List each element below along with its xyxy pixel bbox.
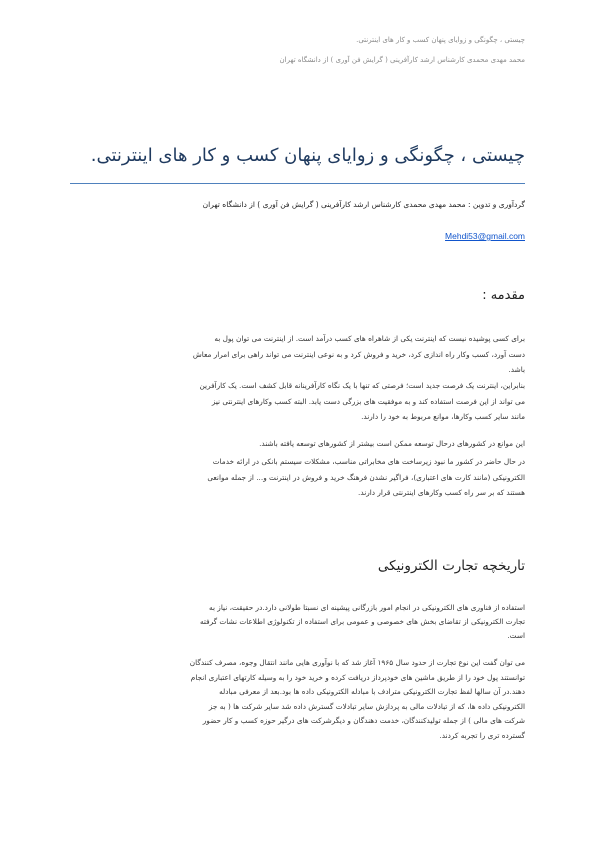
intro-paragraph-4 [70,454,525,501]
paragraph-line: این موانع در کشورهای درحال توسعه ممکن است بیشتر از کشورهای توسعه یافته باشند. [259,439,525,448]
history-paragraph-2 [70,656,525,743]
paragraph-line: دست آورد، کسب وکار راه اندازی کرد، خرید و فروش کرد و به نوعی اینترنت می تواند راهی برای امرار معاش [192,349,525,359]
page-header [70,36,525,65]
author-byline: گردآوری و تدوین : محمد مهدی محمدی کارشناس ارشد کارآفرینی ( گرایش فن آوری ) از دانشگاه تهران [202,200,525,209]
paragraph-line: است. [507,631,525,640]
paragraph-line: تجارت الکترونیکی از تقاضای بخش های خصوصی و عمومی برای استفاده از تکنولوژی اطلاعات نشات گرفته [199,617,525,626]
paragraph-line: شرکت های مالی ) از جمله تولیدکنندگان، خدمت دهندگان و دیگرشرکت های درگیر حوزه کسب و کار حضور [202,716,525,725]
paragraph-line: الکترونیکی (مانند کارت های اعتباری)، فراگیر نشدن فرهنگ خرید و فروش در اینترنت و... از جمله موانعی [207,472,525,482]
paragraph-line: مانند سایر کسب وکارها، موانع مربوط به خود را دارند. [361,412,525,421]
intro-paragraph-1 [70,331,525,378]
intro-heading: مقدمه : [482,288,525,303]
paragraph-line: دهند.در آن سالها لفظ تجارت الکترونیکی مترادف با مبادله الکترونیکی داده ها بود.بعد از معرفی مبادله [219,687,525,696]
paragraph-line: در حال حاضر در کشور ما نبود زیرساخت های مخابراتی مناسب، مشکلات سیستم بانکی در ارائه خدمات [212,457,525,466]
document-title: چیستی ، چگونگی و زوایای پنهان کسب و کار های اینترنتی. [90,145,525,166]
paragraph-line: می تواند از این فرصت استفاده کند و به موفقیت های بزرگی دست یابد. البته کسب وکارهای اینترنتی نیز [211,396,525,406]
paragraph-line: توانستند پول خود را از طریق ماشین های خودپرداز دریافت کرده و خرید خود را به وسیله کارتهای اعتباری انجام [190,672,525,682]
paragraph-line: گسترده تری را تجربه کردند. [439,730,525,740]
paragraph-line: استفاده از فناوری های الکترونیکی در انجام امور بازرگانی پیشینه ای نسبتا طولانی دارد.در حقیقت، نیاز به [209,603,525,612]
intro-paragraph-3 [70,436,525,452]
paragraph-line: برای کسی پوشیده نیست که اینترنت یکی از شاهراه های کسب درآمد است. از اینترنت می توان پول به [214,334,525,343]
header-title: چیستی ، چگونگی و زوایای پنهان کسب و کار های اینترنتی. [356,36,525,44]
title-underline [70,183,525,184]
paragraph-line: الکترونیکی داده ها، که از تبادلات مالی به پردازش سایر تبادلات گسترش داده شد سایر شرکت ها ( به جز [208,701,525,711]
history-paragraph-1 [70,601,525,643]
paragraph-line: باشد. [508,365,525,374]
author-email-link[interactable]: Mehdi53@gmail.com [445,231,525,241]
history-heading: تاریخچه تجارت الکترونیکی [377,558,525,574]
intro-paragraph-2 [70,378,525,425]
paragraph-line: می توان گفت این نوع تجارت از حدود سال ۱۹۶۵ آغاز شد که با نوآوری هایی مانند انتقال وجوه، مصرف کنندگان [189,658,525,667]
paragraph-line: بنابراین، اینترنت یک فرصت جدید است؛ فرصتی که تنها با یک نگاه کارآفرینانه قابل کشف است. یک کارآفرین [199,381,525,390]
paragraph-line: هستند که بر سر راه کسب وکارهای اینترنتی قرار دارند. [358,488,525,497]
header-author: محمد مهدی محمدی کارشناس ارشد کارآفرینی ( گرایش فن آوری ) از دانشگاه تهران [279,56,525,64]
